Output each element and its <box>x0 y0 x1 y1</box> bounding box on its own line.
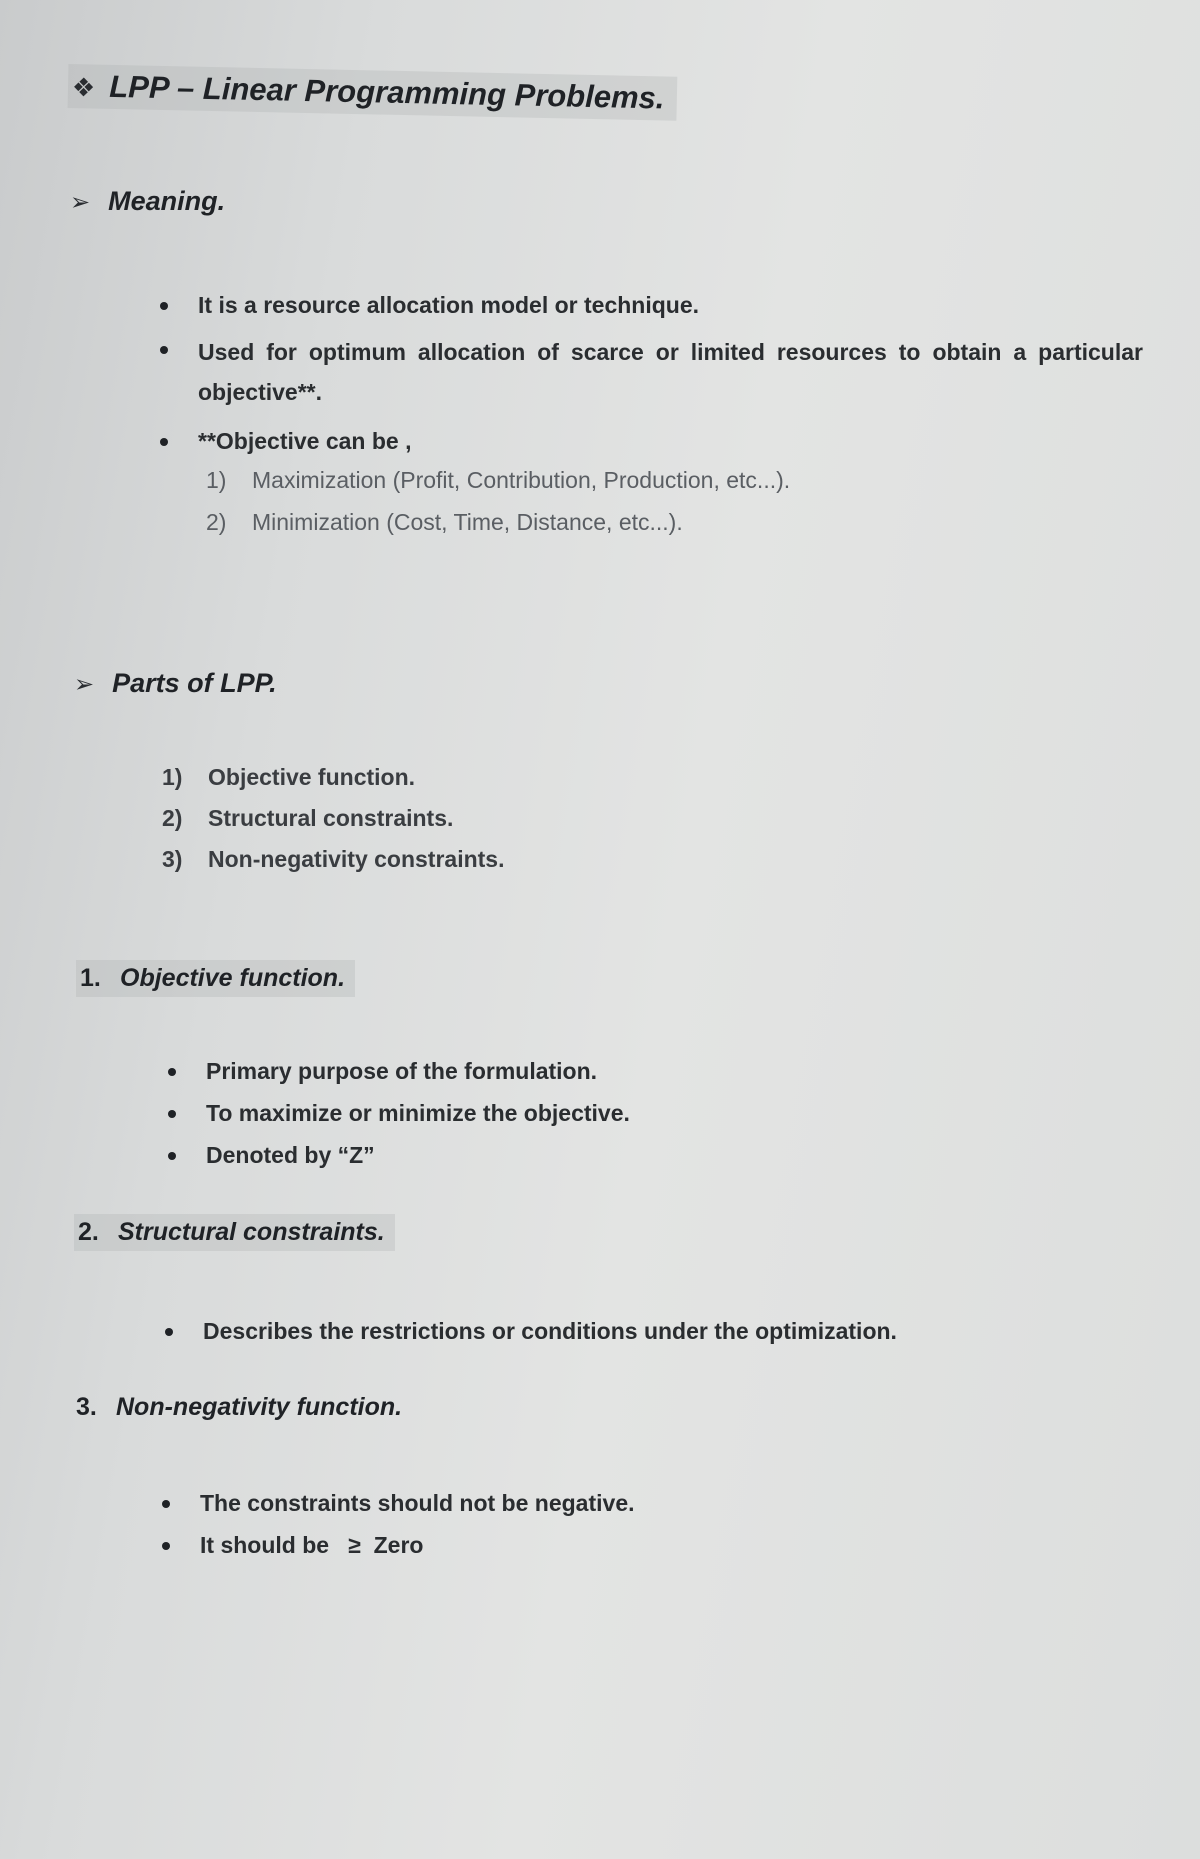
list-item <box>206 463 790 497</box>
meaning-bullet-list-3 <box>198 424 411 458</box>
item-number: 1) <box>162 764 183 790</box>
meaning-heading-text: Meaning. <box>108 186 226 216</box>
meaning-heading <box>70 186 225 217</box>
meaning-bullet-list <box>198 288 699 322</box>
parts-list <box>162 760 504 876</box>
section-title: Structural constraints. <box>118 1218 385 1246</box>
list-item <box>162 760 504 794</box>
item-text: Non-negativity constraints. <box>208 846 505 872</box>
item-number: 1) <box>206 467 227 493</box>
section-heading-structural <box>74 1214 395 1251</box>
section-number: 1. <box>80 964 101 992</box>
page-title-text: LPP – Linear Programming Problems. <box>108 68 665 116</box>
item-number: 3) <box>162 846 183 872</box>
list-item: To maximize or minimize the objective. <box>206 1096 630 1130</box>
item-text: Objective function. <box>208 764 416 790</box>
section-heading-non-negativity <box>72 1389 412 1426</box>
section-number: 3. <box>76 1393 97 1421</box>
section-title: Non-negativity function. <box>116 1393 403 1421</box>
diamond-star-icon: ❖ <box>71 72 96 103</box>
list-item <box>162 842 504 876</box>
list-item: Used for optimum allocation of scarce or limited resources to obtain a particular objective**. <box>198 332 1143 412</box>
section-title: Objective function. <box>120 964 346 992</box>
list-item: Describes the restrictions or conditions under the optimization. <box>203 1314 897 1348</box>
objective-sub-list <box>206 463 790 539</box>
section-number: 2. <box>78 1218 99 1246</box>
item-number: 2) <box>162 805 183 831</box>
list-item: **Objective can be , <box>198 424 411 458</box>
list-item: Primary purpose of the formulation. <box>206 1054 630 1088</box>
item-text: Structural constraints. <box>208 805 454 831</box>
page-title <box>68 64 677 121</box>
section-heading-objective <box>76 960 355 997</box>
structural-bullet-list <box>203 1314 897 1348</box>
item-number: 2) <box>206 509 227 535</box>
arrow-right-icon: ➢ <box>74 671 95 698</box>
item-text: Minimization (Cost, Time, Distance, etc...). <box>252 509 683 535</box>
arrow-right-icon: ➢ <box>70 189 91 216</box>
list-item: Denoted by “Z” <box>206 1138 630 1172</box>
parts-heading-text: Parts of LPP. <box>112 668 277 698</box>
list-item <box>162 801 504 835</box>
item-text: Maximization (Profit, Contribution, Production, etc...). <box>252 467 791 493</box>
parts-heading <box>74 668 277 699</box>
list-item: It is a resource allocation model or technique. <box>198 288 699 322</box>
objective-bullet-list <box>206 1054 630 1172</box>
non-negativity-bullet-list <box>200 1486 635 1562</box>
list-item <box>206 505 790 539</box>
meaning-bullet-list-2 <box>198 332 1143 412</box>
list-item: The constraints should not be negative. <box>200 1486 635 1520</box>
list-item: It should be ≥ Zero <box>200 1528 635 1562</box>
